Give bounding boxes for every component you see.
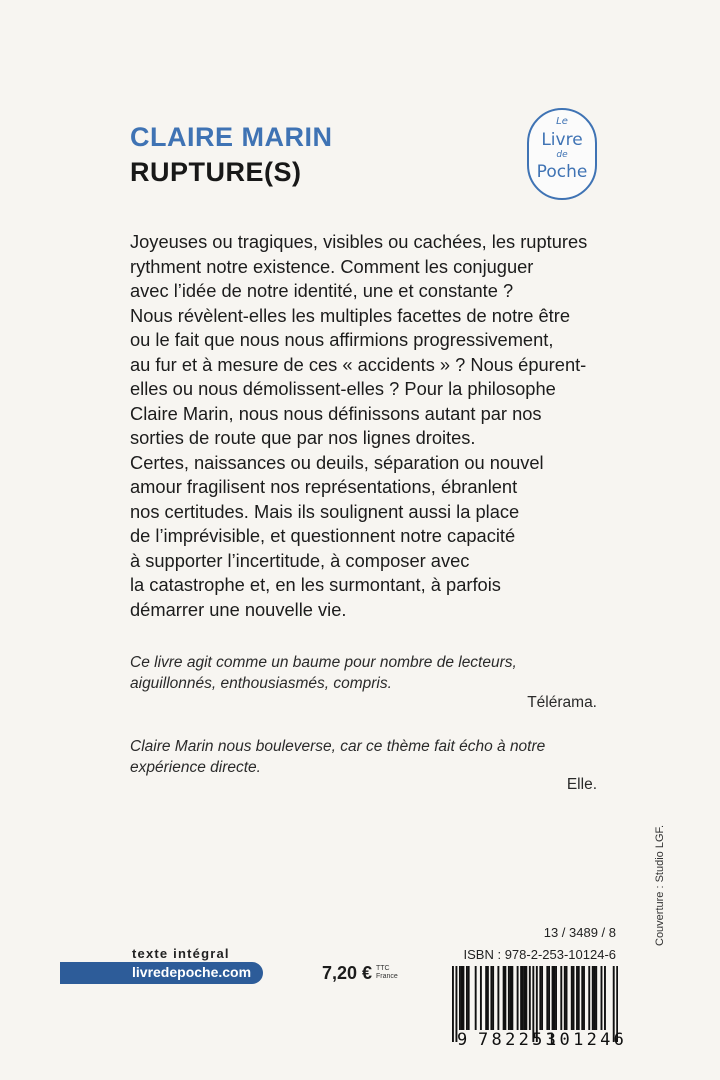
barcode-bar <box>595 966 597 1030</box>
ean-digits-group-1: 782253 <box>478 1030 560 1050</box>
barcode-bar <box>497 966 499 1030</box>
barcode-bar <box>553 966 555 1030</box>
barcode-bar <box>546 966 548 1030</box>
barcode-bar <box>517 966 519 1030</box>
blurb-line: démarrer une nouvelle vie. <box>130 598 347 620</box>
barcode-bar <box>520 966 522 1030</box>
barcode-bar <box>511 966 513 1030</box>
barcode-bar <box>508 966 510 1030</box>
barcode-bar <box>578 966 580 1030</box>
barcode-bar <box>522 966 524 1030</box>
price-note <box>376 965 398 981</box>
barcode-bar <box>529 966 531 1030</box>
barcode-bar <box>504 966 506 1030</box>
blurb-line: elles ou nous démolissent-elles ? Pour la philosophe <box>130 378 556 399</box>
barcode-bar <box>555 966 557 1030</box>
book-title: RUPTURE(S) <box>130 157 302 187</box>
logo-de: de <box>556 150 568 160</box>
quote-line: aiguillonnés, enthousiasmés, compris. <box>130 675 392 692</box>
le-livre-de-poche-logo <box>527 108 597 200</box>
barcode-bar <box>571 966 573 1030</box>
blurb-line: ou le fait que nous nous affirmions progressivement, <box>130 329 554 350</box>
quote-source-telerama: Télérama. <box>527 694 597 711</box>
barcode-bar <box>490 966 492 1030</box>
logo-livre: Livre <box>541 130 583 150</box>
price-note-ttc: TTC <box>376 965 390 972</box>
barcode-bar <box>592 966 594 1030</box>
ean-digit-first: 9 <box>457 1030 468 1050</box>
blurb-line: Claire Marin, nous nous définissons autant par nos <box>130 402 542 424</box>
barcode-bar <box>524 966 526 1030</box>
barcode-bar <box>576 966 578 1030</box>
barcode-bar <box>452 966 454 1042</box>
barcode-bar <box>588 966 590 1030</box>
barcode-bar <box>461 966 463 1030</box>
barcode-bar <box>487 966 489 1030</box>
book-blurb <box>130 230 640 622</box>
barcode-bar <box>573 966 575 1030</box>
quote-source-elle: Elle. <box>566 776 597 793</box>
author-name: CLAIRE MARIN <box>130 122 333 152</box>
press-quote-elle <box>130 736 610 778</box>
barcode-bar <box>539 966 541 1030</box>
blurb-line: nos certitudes. Mais ils soulignent aussi la place <box>130 500 520 522</box>
quote-line: Claire Marin nous bouleverse, car ce thème fait écho à notre <box>130 738 546 755</box>
isbn: ISBN : 978-2-253-10124-6 <box>463 947 616 962</box>
barcode-bar <box>503 966 505 1030</box>
barcode-bar <box>541 966 543 1030</box>
blurb-line: avec l’idée de notre identité, une et constante ? <box>130 280 514 301</box>
barcode-bar <box>564 966 566 1030</box>
blurb-line: Certes, naissances ou deuils, séparation ou nouvel <box>130 451 544 473</box>
texte-integral-label: texte intégral <box>132 946 230 961</box>
barcode-bar <box>480 966 482 1030</box>
barcode-bar <box>466 966 468 1030</box>
price-note-france: France <box>376 973 398 980</box>
barcode-bar <box>475 966 477 1030</box>
quote-line: Ce livre agit comme un baume pour nombre de lecteurs, <box>130 654 517 671</box>
barcode-bar <box>581 966 583 1030</box>
ean-digits-group-2: 101246 <box>546 1030 628 1050</box>
blurb-line: Nous révèlent-elles les multiples facettes de notre être <box>130 304 570 326</box>
quote-line: expérience directe. <box>130 759 261 776</box>
logo-poche: Poche <box>536 162 588 182</box>
blurb-line: rythment notre existence. Comment les conjuguer <box>130 255 534 277</box>
barcode-bar <box>601 966 603 1030</box>
website-link[interactable]: livredepoche.com <box>132 964 252 980</box>
blurb-line: Joyeuses ou tragiques, visibles ou cachées, les ruptures <box>130 231 588 252</box>
barcode-bar <box>510 966 512 1030</box>
barcode-bar <box>594 966 596 1030</box>
barcode-bar <box>525 966 527 1030</box>
price: 7,20 € <box>322 963 373 983</box>
press-quote-telerama <box>130 652 610 694</box>
barcode-bar <box>604 966 606 1030</box>
barcode-bar <box>459 966 461 1030</box>
blurb-line: à supporter l’incertitude, à composer avec <box>130 549 470 571</box>
logo-le: Le <box>556 116 568 127</box>
barcode-bar <box>566 966 568 1030</box>
blurb-line: au fur et à mesure de ces « accidents » ? Nous épurent- <box>130 353 587 375</box>
barcode-bar <box>462 966 464 1030</box>
barcode-bar <box>560 966 562 1030</box>
barcode-bar <box>548 966 550 1030</box>
barcode-bar <box>583 966 585 1030</box>
barcode-bar <box>468 966 470 1030</box>
blurb-line: amour fragilisent nos représentations, ébranlent <box>130 476 518 497</box>
cover-credit: Couverture : Studio LGF. <box>654 824 666 946</box>
barcode-bar <box>552 966 554 1030</box>
blurb-line: de l’imprévisible, et questionnent notre capacité <box>130 525 516 546</box>
blurb-line: la catastrophe et, en les surmontant, à parfois <box>130 574 501 595</box>
blurb-line: sorties de route que par nos lignes droites. <box>130 427 476 448</box>
barcode-bar <box>485 966 487 1030</box>
catalog-code: 13 / 3489 / 8 <box>543 925 616 940</box>
barcode-bar <box>492 966 494 1030</box>
